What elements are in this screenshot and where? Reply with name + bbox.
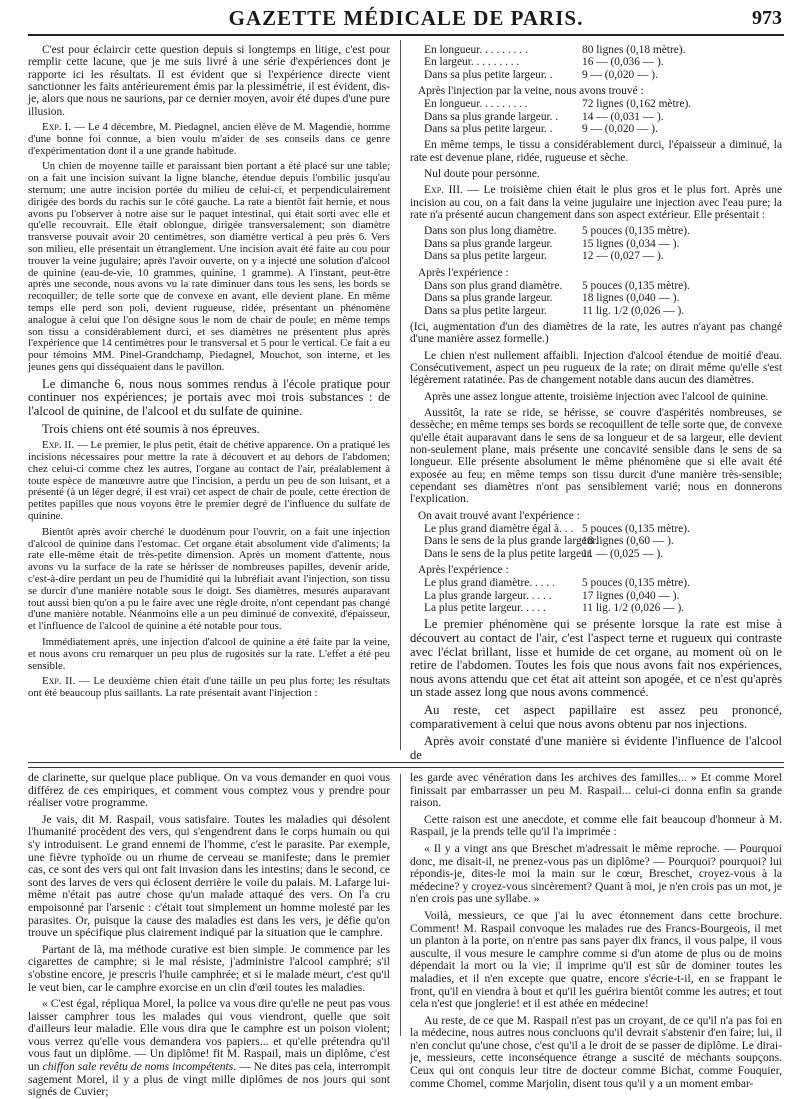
paragraph: Le chien n'est nullement affaibli. Injection d'alcool étendue de moitié d'eau. Consécutivement, aspect un peu rugueux de la rate; on dirait même qu'elle s'est légèrement ratatinée. Pas de changement notable dans aucun des diamètres. [410,349,782,387]
measurement-table [410,267,782,317]
measure-label: En longueur. . . . . . . . . [424,98,528,111]
measure-label: Le plus grand diamètre. . . . . [424,577,555,590]
measure-value: 80 lignes (0,18 mètre). [582,44,686,56]
measure-value: 5 pouces (0,135 mètre). [582,523,690,536]
paragraph: Après avoir constaté d'une manière si évidente l'influence de l'alcool de [410,734,782,762]
paragraph: Le premier phénomène qui se présente lorsque la rate est mise à découvert au contact de l'air, c'est l'aspect terne et rugueux qui contraste avec l'éclat brillant, lisse et humide de cet organe, au moment où on le retire de l'abdomen. Toutes les fois que nous avons fait nos expériences, nous avons attendu que cet état ait atteint son apogée, et ce n'est qu'après un stade assez long que nous avons commencé. [410,617,782,700]
measurement-caption: Après l'expérience : [418,564,509,577]
paragraph-text: — Le premier, le plus petit, était de chétive apparence. On a pratiqué les incisions nécessaires pour mettre la rate à découvert et au dehors de l'abdomen; chez celui-ci comme chez les autres, l'organe au contact de l'air, préalablement à toute espèce de manœuvre autre que l'incision, a perdu un peu de son luisant, et a présenté (à un léger degré, il est vrai) cet aspect de chair de poule, cette érection de petites papilles que nous voyons être le premier degré de l'influence du sulfate de quinine. [28,439,390,522]
measure-value: 12 — (0,027 — ). [582,250,664,263]
paragraph: Au reste, de ce que M. Raspail n'est pas un croyant, de ce qu'il n'a pas foi en la médecine, nous autres nous concluons qu'il devrait s'abstenir d'en faire; lui, il n'en conclut qu'une chose, c'est qu'il a le droit de se passer de diplôme. Le dirai-je, messieurs, cette inconséquence étrange a suscité de méchants soupçons. Ceux qui ont conquis leur titre de docteur comme Bichat, comme Fouquier, comme Chomel, comme Marjolin, disent tous qu'il y a un moment embar- [410,1013,782,1090]
measurement-row [410,548,782,560]
paragraph: Bientôt après avoir cherché le duodénum pour l'ouvrir, on a fait une injection d'alcool de quinine dans l'estomac. Cet organe était absolument vide d'aliments; la rate elle-même était de très-petite dimension. Après un moment d'attente, nous avons vu la surface de la rate se hérisser de nombreuses papilles, devenir aride, c'est-à-dire perdant un peu de l'humidité qui la lubréfiait avant l'injection, son tissu se durcir d'une manière notable sous le doigt. Ses diamètres, mesurés auparavant tout aussi bien qu'on a pu le faire avec une règle droite, n'ont cependant pas changé d'une manière notable. Néanmoins elle a un peu diminué de convexité, d'épaisseur, et l'influence de l'alcool de quinine a été notable pour tous. [28,525,390,633]
left-column [28,44,390,750]
paragraph: C'est pour éclaircir cette question depuis si longtemps en litige, c'est pour remplir cette lacune, que je me suis livré à une série d'expériences dont je rapporte ici les résultats. Il est évident que si l'expérience directe vient sanctionner les faits antérieurement émis par la plessimétrie, il est évident, dis-je, alors que nous ne saurions, par ce dernier moyen, avoir été dupes d'une pure illusion. [28,44,390,118]
measure-label: Dans son plus grand diamètre. [424,279,563,292]
measurement-row [410,280,782,292]
measure-value: 15 lignes (0,034 — ). [582,237,680,250]
measure-label: Dans son plus long diamètre. [424,225,557,238]
measure-value: 16 — (0,036 — ). [582,56,664,69]
measure-label: Dans le sens de la plus petite largeur. [424,547,593,560]
section-separator [28,762,784,768]
measure-value: 72 lignes (0,162 mètre). [582,98,692,111]
experiment-label: Exp. II. [42,675,76,688]
measurement-row [410,535,782,547]
measurement-row [410,98,782,110]
measurement-row [410,44,782,56]
measurement-row [410,225,782,237]
measurement-row [410,250,782,262]
measure-label: Dans sa plus grande largeur. [424,292,553,305]
measurement-row [410,238,782,250]
measure-value: 5 pouces (0,135 mètre). [582,279,690,292]
measure-label: Dans sa plus grande largeur. . [424,110,559,123]
measure-value: 18 lignes (0,040 — ). [582,292,680,305]
column-divider [400,40,401,750]
measure-value: 5 pouces (0,135 mètre). [582,577,690,590]
measure-value: 5 pouces (0,135 mètre). [582,225,690,238]
measure-label: Dans le sens de la plus grande largeur. [424,535,599,548]
measurement-row [410,292,782,304]
measurement-row [410,602,782,614]
experiment-label: Exp. I. [42,121,71,134]
measure-label: La plus grande largeur. . . . . [424,589,552,602]
measurement-table [410,564,782,614]
feuilleton-left-column [28,771,391,1099]
measurement-row [410,56,782,68]
feuilleton-right-column [410,771,782,1090]
measurement-row [410,305,782,317]
measure-value: 11 — (0,025 — ). [582,547,664,560]
paragraph-text: — Le troisième chien était le plus gros et le plus fort. Après une incision au cou, on a fait dans la veine jugulaire une injection avec l'eau pure; la rate n'a présenté aucun changement dans son aspect extérieur. Elle présentait : [410,184,783,222]
experiment-label: Exp. III. [424,184,463,197]
experiment-label: Exp. II. [42,439,75,452]
paragraph [28,122,390,157]
measure-value: 9 — (0,020 — ). [582,123,658,136]
measurement-caption: Après l'expérience : [418,266,509,279]
paragraph: Cette raison est une anecdote, et comme elle fait beaucoup d'honneur à M. Raspail, je la prends telle qu'il l'a imprimée : [410,812,782,839]
measurement-table [410,85,782,135]
measurement-row [410,523,782,535]
measurement-caption: On avait trouvé avant l'expérience : [418,509,580,522]
paragraph: Partant de là, ma méthode curative est bien simple. Je commence par les cigarettes de camphre; si le mal résiste, j'administre l'alcool camphré; s'il s'obstine encore, je prescris l'huile camphrée; et si le malade meurt, c'est qu'il le veut bien, car le camphre exorcise en un clin d'œil toutes les maladies. [28,942,390,994]
paragraph-text: — Ne dites pas cela, interrompit sagement Morel, il y a plus de vingt mille diplômes de nos jours qui sont signés de Cuvier; [28,1060,391,1099]
measure-value: 11 lig. 1/2 (0,026 — ). [582,304,685,317]
measure-label: Dans sa plus grande largeur. [424,237,553,250]
paragraph: Au reste, cet aspect papillaire est assez peu prononcé, comparativement à celui que nous avons obtenu par nos injections. [410,703,782,731]
measure-value: 9 — (0,020 — ). [582,68,658,81]
measurement-table [410,44,782,81]
measurement-row [410,123,782,135]
measurement-caption: Après l'injection par la veine, nous avons trouvé : [418,85,644,98]
right-column [410,44,783,762]
paragraph-text: — Le deuxième chien était d'une taille un peu plus forte; les résultats ont été beaucoup plus saillants. La rate présentait avant l'injection : [28,675,390,700]
measure-label: La plus petite largeur. . . . . [424,602,546,615]
paragraph-text: « C'est égal, répliqua Morel, la police va vous dire qu'elle ne peut pas vous laisser camphrer tous les malades qui vous viendront, quelle que soit d'ailleurs leur maladie. Elle vous dira que le camphre est un poison violent; vous verrez qu'elle vous demandera vos papiers... et qu'elle prétendra qu'il vous faut un diplôme. — Un diplôme! fit M. Raspail, mais un diplôme, c'est un [28,997,390,1074]
measure-label: En longueur. . . . . . . . . [424,44,528,56]
measurement-row [410,69,782,81]
paragraph: En même temps, le tissu a considérablement durci, l'épaisseur a diminué, la rate est devenue plane, ridée, rugueuse et sèche. [410,139,782,164]
measure-label: Dans sa plus petite largeur. [424,250,547,263]
paragraph: Aussitôt, la rate se ride, se hérisse, se couvre d'aspérités nombreuses, se dessèche; en même temps ses bords se recoquillent de telle sorte que, de convexe qu'elle était auparavant dans le sens de sa longueur et de sa largeur, elle devient non-seulement plane, mais présente une concavité sensible dans le sens de sa longueur. Elle présente absolument le même phénomène que si elle avait été exposée au feu; en même temps son tissu durcit d'une manière très-sensible; cependant ses diamètres n'ont pas sensiblement varié; nous en donnerons l'explication. [410,406,782,506]
measurement-row [410,111,782,123]
paragraph: les garde avec vénération dans les archives des familles... » Et comme Morel finissait par embarrasser un peu M. Raspail... celui-ci donna enfin sa grande raison. [410,771,782,810]
paragraph [28,440,390,523]
paragraph: Un chien de moyenne taille et paraissant bien portant a été placé sur une table; on a fait une incision suivant la ligne blanche, étendue depuis l'ombilic jusqu'au sternum; une autre incision portée du milieu de celui-ci, et perpendiculairement dirigée des bords du rachis sur le côté gauche. La rate a bientôt fait hernie, et nous avons pu l'observer à notre aise sur le paquet intestinal, qui était sorti avec elle et qu'elle recouvrait. Elle était oblongue, dirigée transversalement; son diamètre transverse pouvait avoir 20 centimètres, son diamètre vertical à peu près 6. Vers son milieu, elle présentait un étranglement. Une incision avait été faite au cou pour trouver la veine jugulaire; après l'avoir ouverte, on y a injecté une solution d'alcool de quinine (eau-de-vie, 10 grammes, quinine, 1 gramme). A l'instant, peut-être après une seconde, nous avons vu la rate diminuer dans tous les sens, les bords se recoquiller; de telle sorte que de convexe en avant, elle devient plane. En même temps elle perd son poli, devient rugueuse, ridée, présentant un phénomène analogue à celui que l'on désigne sous le nom de chair de poule; en même temps son tissu a considérablement durci, et ses diamètres ne présentent plus après l'expérience que 14 centimètres pour le transversal et 5 pour le vertical. Ce fait a eu pour témoins MM. Pinel-Grandchamp, Piedagnel, Mouchot, son interne, et les jeunes gens qui disséquaient dans le pavillon. [28,160,390,373]
column-divider [400,774,401,1036]
paragraph: Nul doute pour personne. [424,168,540,181]
paragraph: (Ici, augmentation d'un des diamètres de la rate, les autres n'ayant pas changé d'une manière assez formelle.) [410,320,782,346]
paragraph: Immédiatement après, une injection d'alcool de quinine a été faite par la veine, et nous avons cru remarquer un peu plus de rugosités sur la rate. L'effet a été peu sensible. [28,635,390,672]
measurement-table [410,510,782,560]
measure-label: En largeur. . . . . . . . . [424,56,520,69]
page-number: 973 [752,7,782,29]
paragraph: Voilà, messieurs, ce que j'ai lu avec étonnement dans cette brochure. Comment! M. Raspail convoque les malades rue des Francs-Bourgeois, il met un planton à la porte, on n'entre pas sans payer dix francs, il vous palpe, il vous ausculte, il vous mesure le camphre comme si d'un atome de plus ou de moins dépendait la mort ou la vie; il imprime qu'il est sûr de dominer toutes les maladies, et il n'en excepte que quatre, encore s'écrie-t-il, en se frappant le front, qu'il en viendra à bout et qu'il les guérira bientôt comme les autres; et tout cela n'est que jonglerie! et il est athée en médecine! [410,908,782,1011]
measure-label: Le plus grand diamètre égal à. . . [424,523,574,536]
measure-label: Dans sa plus petite largeur. . [424,123,553,136]
paragraph: Après une assez longue attente, troisième injection avec l'alcool de quinine. [424,390,769,403]
paragraph: « Il y a vingt ans que Breschet m'adressait le même reproche. — Pourquoi donc, me disait-il, ne prenez-vous pas un diplôme? — Pourquoi? pourquoi? lui répondis-je, dites-le moi la main sur le cœur, Breschet, croyez-vous à la médecine? y croyez-vous sincèrement? Quant à moi, je n'en crois pas un mot, je n'en crois pas une syllabe. » [410,841,782,906]
paragraph: Je vais, dit M. Raspail, vous satisfaire. Toutes les maladies qui désolent l'humanité procèdent des vers, qui s'engendrent dans le corps humain ou qui s'y introduisent. Le grand ennemi de l'homme, c'est le parasite. Par exemple, une fièvre typhoïde ou un rhume de cerveau se manifeste; dans le premier cas, ce sont des vers qui ont fait invasion dans les intestins; dans le second, ce sont des larves de vers qui éclosent derrière le voile du palais. M. Lafarge lui-même n'était pas autre chose qu'un malade attaqué des vers. On l'a cru empoisonné par l'arsenic : c'était tout simplement un homme molesté par les parasites. Or, puisque la cause des maladies est dans les vers, je défie qu'on trouve un spécifique plus clairement indiqué par la situation que le camphre. [28,812,390,940]
measure-label: Dans sa plus petite largeur. [424,304,547,317]
paragraph-text: — Le 4 décembre, M. Piedagnel, ancien élève de M. Magendie, homme d'une bonne foi connue, a bien voulu m'aider de ses conseils dans ce genre d'expérimentation dont il a une grande habitude. [28,121,391,157]
paragraph: Trois chiens ont été soumis à nos épreuves. [42,421,260,436]
measure-value: 17 lignes (0,040 — ). [582,589,680,602]
measure-value: 11 lig. 1/2 (0,026 — ). [582,602,685,615]
measure-label: Dans sa plus petite largeur. . [424,68,553,81]
page-header [28,4,784,36]
paragraph [28,998,390,1099]
measurement-row [410,590,782,602]
italic-quote: chiffon sale revêtu de noms incompétents. [42,1060,237,1074]
measurement-table [410,225,782,262]
paragraph: Le dimanche 6, nous nous sommes rendus à l'école pratique pour continuer nos expériences; je portais avec moi trois substances : de l'alcool de quinine, de l'alcool et du sulfate de quinine. [28,376,390,418]
paragraph [410,184,782,221]
journal-title: GAZETTE MÉDICALE DE PARIS. [228,6,584,30]
measure-value: 14 — (0,031 — ). [582,110,664,123]
paragraph: de clarinette, sur quelque place publique. On va vous demander en quoi vous différez de ces empiriques, et comment vous comptez vous y prendre pour réaliser votre programme. [28,771,390,810]
paragraph [28,676,390,700]
measure-value: 18 lignes (0,60 — ). [582,535,674,548]
measurement-row [410,577,782,589]
